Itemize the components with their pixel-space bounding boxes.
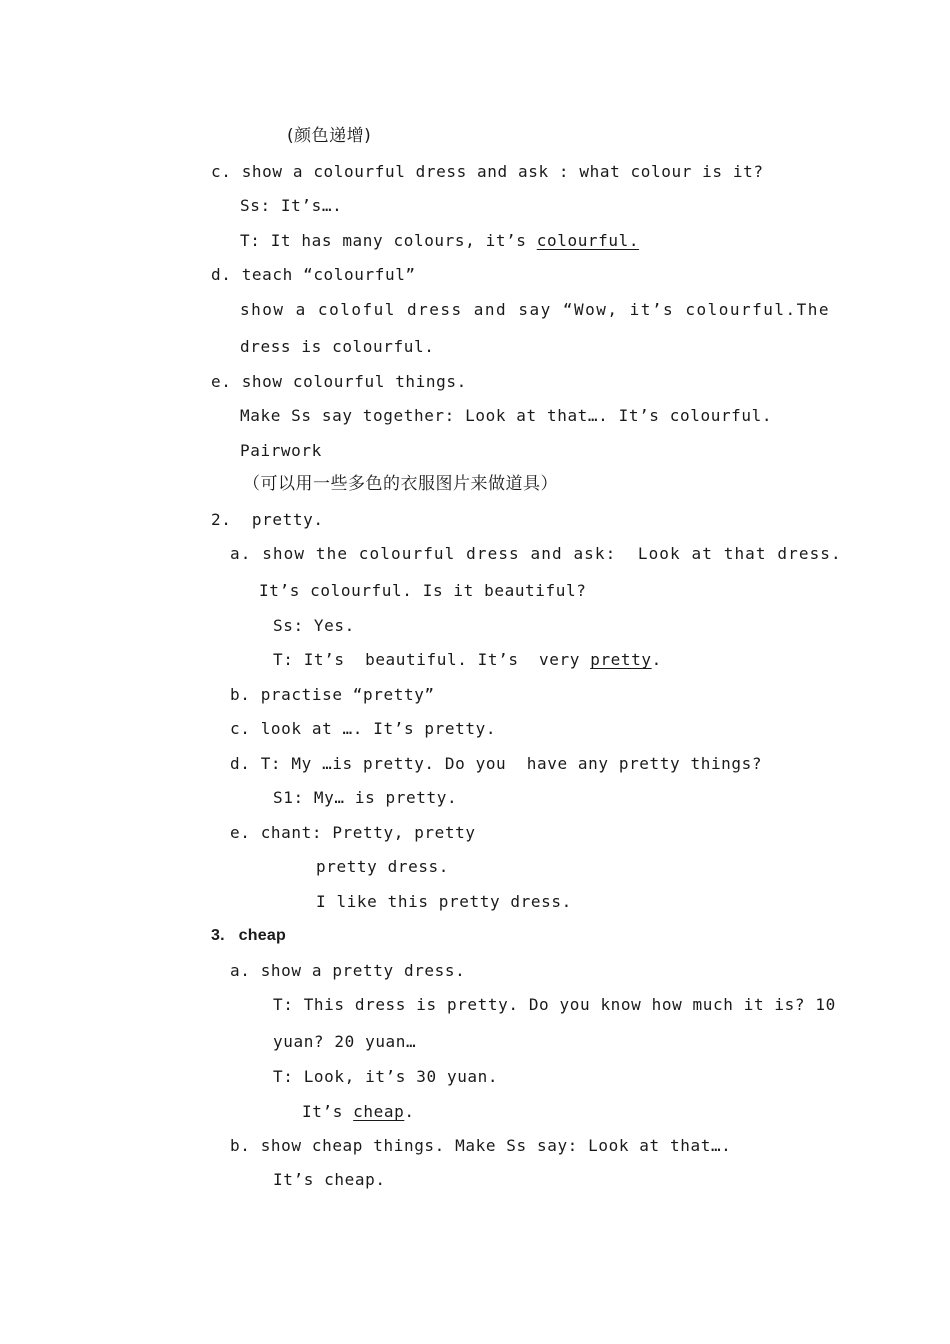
make-ss-say: Make Ss say together: Look at that…. It’s colourful.: [240, 406, 773, 425]
teacher-colourful-text: T: It has many colours, it’s: [240, 231, 537, 250]
teacher-pretty-line: [273, 650, 662, 670]
its-cheap-response: It’s cheap.: [273, 1170, 386, 1189]
chant-line-2: pretty dress.: [316, 857, 450, 876]
dress-is-colourful: dress is colourful.: [240, 337, 435, 356]
step-e-show-things: e. show colourful things.: [211, 372, 467, 391]
step-a-show-colourful: a. show the colourful dress and ask: Look at that dress.: [230, 544, 842, 563]
its-cheap-text: It’s: [302, 1102, 354, 1121]
teacher-pretty-text: T: It’s beautiful. It’s very: [273, 650, 591, 669]
note-props: （可以用一些多色的衣服图片来做道具）: [243, 474, 558, 494]
teacher-30-yuan: T: Look, it’s 30 yuan.: [273, 1067, 499, 1086]
ss-yes: Ss: Yes.: [273, 616, 355, 635]
step-d-my-pretty: d. T: My …is pretty. Do you have any pretty things?: [230, 754, 763, 773]
its-cheap-line: [302, 1102, 415, 1122]
chant-line-3: I like this pretty dress.: [316, 892, 572, 911]
keyword-colourful: colourful.: [536, 231, 640, 250]
section-3-cheap: 3. cheap: [211, 927, 286, 944]
note-color-increase: (颜色递增): [287, 126, 372, 146]
show-coloful-dress: show a coloful dress and say “Wow, it’s colourful.The: [240, 300, 831, 319]
section-2-pretty: 2. pretty.: [211, 510, 324, 529]
step-e-chant: e. chant: Pretty, pretty: [230, 823, 476, 842]
yuan-guess: yuan? 20 yuan…: [273, 1032, 417, 1051]
teacher-how-much: T: This dress is pretty. Do you know how much it is? 10: [273, 995, 836, 1014]
step-b-show-cheap: b. show cheap things. Make Ss say: Look at that….: [230, 1136, 732, 1155]
teacher-pretty-period: .: [651, 650, 662, 669]
step-c-look-at: c. look at …. It’s pretty.: [230, 719, 497, 738]
is-it-beautiful: It’s colourful. Is it beautiful?: [259, 581, 587, 600]
keyword-pretty: pretty: [590, 650, 652, 669]
s1-response: S1: My… is pretty.: [273, 788, 458, 807]
keyword-cheap: cheap: [353, 1102, 405, 1121]
pairwork: Pairwork: [240, 441, 322, 460]
step-c-show-dress: c. show a colourful dress and ask : what colour is it?: [211, 162, 764, 181]
students-response: Ss: It’s….: [240, 196, 343, 215]
step-d-teach: d. teach “colourful”: [211, 265, 416, 284]
step-b-practise: b. practise “pretty”: [230, 685, 435, 704]
step-a-show-pretty-dress: a. show a pretty dress.: [230, 961, 466, 980]
teacher-colourful-line: [240, 231, 639, 251]
its-cheap-period: .: [404, 1102, 415, 1121]
